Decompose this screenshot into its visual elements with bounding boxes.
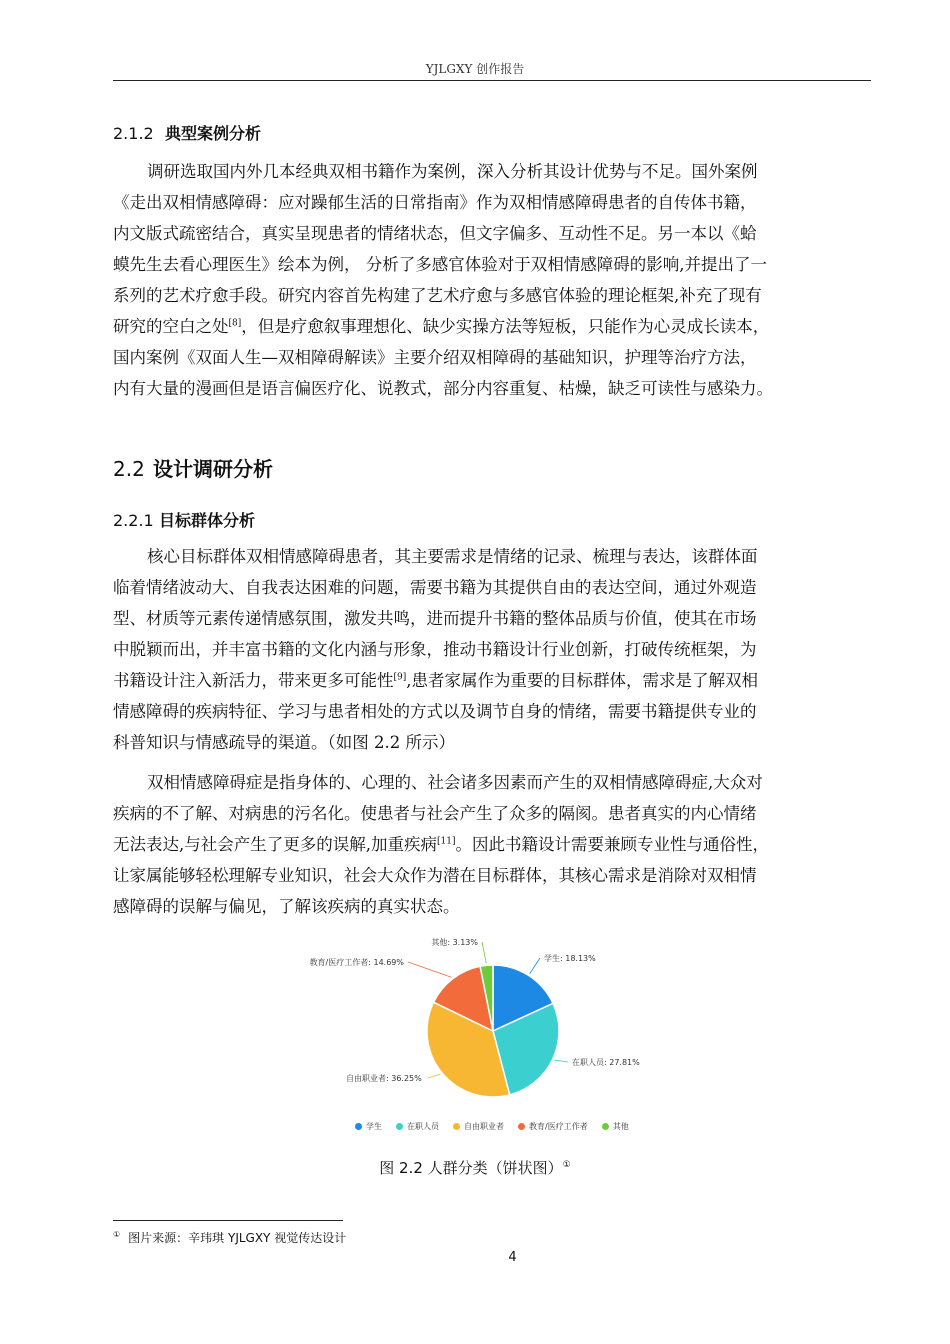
legend-swatch [518,1123,525,1130]
slice-label: 自由职业者: 36.25% [346,1074,422,1083]
text-line: 国内案例《双面人生—双相障碍解读》主要介绍双相障碍的基础知识，护理等治疗方法， [113,348,757,367]
text-line: 感障碍的误解与偏见，了解该疾病的真实状态。 [113,897,460,916]
slice-label: 教育/医疗工作者: 14.69% [310,958,404,967]
legend-label: 在职人员 [407,1121,439,1131]
text-line: 调研选取国内外几本经典双相书籍作为案例，深入分析其设计优势与不足。国外案例 [147,162,758,181]
slice-leader-line [530,958,540,974]
legend-item [396,1119,439,1133]
text-segment: 书籍设计注入新活力，带来更多可能性 [113,671,394,690]
pie-chart-figure [310,930,650,1140]
legend-item [453,1119,504,1133]
text-segment: ,患者家属作为重要的目标群体，需求是了解双相 [406,671,758,690]
text-line: 系列的艺术疗愈手段。研究内容首先构建了艺术疗愈与多感官体验的理论框架,补充了现有 [113,286,762,305]
section-title: 典型案例分析 [165,124,262,143]
legend-label: 自由职业者 [464,1121,504,1131]
legend-item [355,1119,382,1133]
pie-chart [310,930,650,1140]
citation-11: [11] [437,836,456,847]
footnote-text: 图片来源：辛玮琪 YJLGXY 视觉传达设计 [128,1231,347,1245]
target-group-paragraph-2 [113,767,871,922]
slice-label: 学生: 18.13% [544,954,596,963]
legend-swatch [602,1123,609,1130]
running-header: YJLGXY 创作报告 [425,62,525,76]
text-segment: 研究的空白之处 [113,317,229,336]
text-line [113,829,871,860]
slice-label: 其他: 3.13% [431,938,478,947]
text-line: 内有大量的漫画但是语言偏医疗化、说教式，部分内容重复、枯燥，缺乏可读性与感染力。 [113,379,773,398]
footnote-rule [113,1220,343,1221]
citation-8: [8] [228,318,242,329]
text-segment: ，但是疗愈叙事理想化、缺少实操方法等短板，只能作为心灵成长读本， [241,317,770,336]
slice-label: 在职人员: 27.81% [572,1058,640,1067]
legend-swatch [453,1123,460,1130]
legend-swatch [355,1123,362,1130]
slice-leader-line [428,1074,440,1078]
legend-item [602,1119,629,1133]
text-segment: 无法表达,与社会产生了更多的误解,加重疾病 [113,835,437,854]
footnote-marker: ① [113,1230,121,1239]
legend-item [518,1119,588,1133]
slice-leader-line [482,942,486,963]
footnote [113,1229,346,1246]
text-line: 内文版式疏密结合，真实呈现患者的情绪状态，但文字偏多、互动性不足。另一本以《蛤 [113,224,757,243]
case-analysis-paragraph [113,156,871,404]
figure-caption-text: 图 2.2 人群分类（饼状图） [379,1159,563,1177]
figure-caption [0,1157,950,1178]
text-line: 疾病的不了解、对病患的污名化。使患者与社会产生了众多的隔阂。患者真实的内心情绪 [113,804,757,823]
target-group-paragraph-1 [113,541,871,758]
page-number: 4 [508,1250,517,1265]
legend-label: 其他 [612,1121,629,1131]
legend-label: 学生 [366,1121,382,1131]
citation-9: [9] [393,672,407,683]
section-heading-2-1-2 [113,121,261,144]
section-title: 目标群体分析 [159,511,256,530]
section-number: 2.2.1 [113,511,154,530]
text-line: 让家属能够轻松理解专业知识，社会大众作为潜在目标群体，其核心需求是消除对双相情 [113,866,757,885]
legend-label: 教育/医疗工作者 [529,1121,588,1131]
slice-leader-line [408,962,451,977]
text-line [113,665,871,696]
text-line [113,311,871,342]
legend-swatch [396,1123,403,1130]
section-heading-2-2-1 [113,508,255,531]
text-line: 临着情绪波动大、自我表达困难的问题，需要书籍为其提供自由的表达空间，通过外观造 [113,578,757,597]
text-line: 双相情感障碍症是指身体的、心理的、社会诸多因素而产生的双相情感障碍症,大众对 [147,773,763,792]
text-line: 型、材质等元素传递情感氛围，激发共鸣，进而提升书籍的整体品质与价值，使其在市场 [113,609,757,628]
header-rule [113,80,871,81]
chart-legend [355,1119,655,1133]
section-heading-2-2 [113,453,273,482]
section-title: 设计调研分析 [153,457,273,481]
section-number: 2.2 [113,457,145,481]
text-line: 科普知识与情感疏导的渠道。（如图 2.2 所示） [113,733,455,752]
text-line: 情感障碍的疾病特征、学习与患者相处的方式以及调节自身的情绪，需要书籍提供专业的 [113,702,757,721]
figure-footnote-marker: ① [562,1160,571,1170]
section-number: 2.1.2 [113,124,154,143]
text-line: 核心目标群体双相情感障碍患者，其主要需求是情绪的记录、梳理与表达，该群体面 [147,547,758,566]
text-segment: 。因此书籍设计需要兼顾专业性与通俗性， [455,835,769,854]
text-line: 中脱颖而出，并丰富书籍的文化内涵与形象，推动书籍设计行业创新，打破传统框架，为 [113,640,757,659]
text-line: 蟆先生去看心理医生》绘本为例， 分析了多感官体验对于双相情感障碍的影响,并提出了一 [113,255,767,274]
text-line: 《走出双相情感障碍：应对躁郁生活的日常指南》作为双相情感障碍患者的自传体书籍， [113,193,757,212]
slice-leader-line [554,1060,568,1062]
